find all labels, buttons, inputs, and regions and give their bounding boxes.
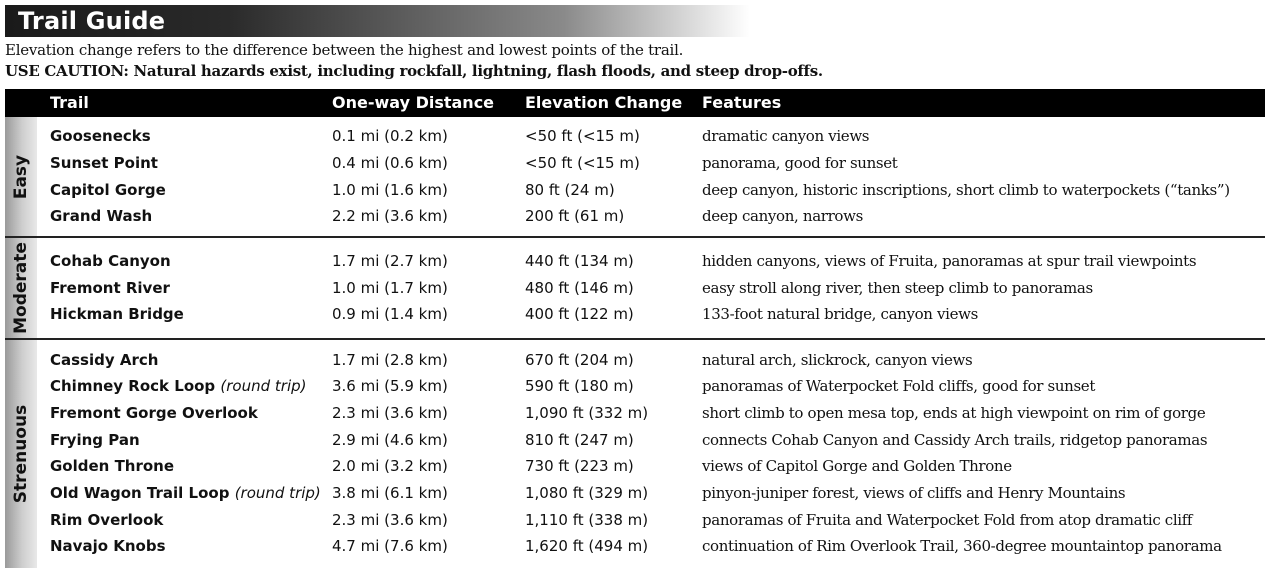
distance-cell: 1.7 mi (2.8 km) xyxy=(332,351,448,369)
trail-name xyxy=(50,125,151,147)
table-row xyxy=(0,375,1277,401)
trail-name xyxy=(50,482,321,504)
features-cell: deep canyon, narrows xyxy=(702,207,863,225)
table-row xyxy=(0,349,1277,375)
table-row xyxy=(0,509,1277,535)
elevation-cell: 1,090 ft (332 m) xyxy=(525,404,649,422)
trail-name-text: Golden Throne xyxy=(50,457,175,475)
elevation-cell: 810 ft (247 m) xyxy=(525,431,634,449)
trail-name-text: Old Wagon Trail Loop xyxy=(50,484,230,502)
trail-name-text: Cassidy Arch xyxy=(50,351,159,369)
distance-cell: 2.2 mi (3.6 km) xyxy=(332,207,448,225)
features-cell: dramatic canyon views xyxy=(702,127,870,145)
trail-name-text: Chimney Rock Loop xyxy=(50,377,216,395)
trail-name xyxy=(50,509,163,531)
trail-name xyxy=(50,205,152,227)
table-row xyxy=(0,402,1277,428)
trail-name-text: Navajo Knobs xyxy=(50,537,166,555)
trail-name-text: Cohab Canyon xyxy=(50,252,171,270)
trail-name xyxy=(50,349,158,371)
table-header xyxy=(5,89,1265,117)
trail-name-text: Hickman Bridge xyxy=(50,305,184,323)
difficulty-label: Strenuous xyxy=(11,404,31,504)
col-header-distance: One-way Distance xyxy=(332,93,495,112)
trail-name xyxy=(50,152,158,174)
distance-cell: 0.9 mi (1.4 km) xyxy=(332,305,448,323)
trail-name-text: Grand Wash xyxy=(50,207,153,225)
features-cell: hidden canyons, views of Fruita, panoramas at spur trail viewpoints xyxy=(702,252,1197,270)
features-cell: panorama, good for sunset xyxy=(702,154,898,172)
table-row xyxy=(0,303,1277,329)
distance-cell: 0.1 mi (0.2 km) xyxy=(332,127,448,145)
trail-name-text: Goosenecks xyxy=(50,127,151,145)
table-row xyxy=(0,152,1277,178)
features-cell: panoramas of Fruita and Waterpocket Fold from atop dramatic cliff xyxy=(702,511,1193,529)
distance-cell: 2.0 mi (3.2 km) xyxy=(332,457,448,475)
trail-name-text: Fremont Gorge Overlook xyxy=(50,404,258,422)
distance-cell: 1.0 mi (1.6 km) xyxy=(332,181,448,199)
distance-cell: 1.7 mi (2.7 km) xyxy=(332,252,448,270)
elevation-cell: 480 ft (146 m) xyxy=(525,279,634,297)
table-row xyxy=(0,250,1277,276)
trail-name xyxy=(50,277,170,299)
trail-name xyxy=(50,535,166,557)
elevation-cell: <50 ft (<15 m) xyxy=(525,154,640,172)
elevation-cell: 80 ft (24 m) xyxy=(525,181,615,199)
col-header-trail: Trail xyxy=(50,93,89,112)
table-row xyxy=(0,277,1277,303)
distance-cell: 2.9 mi (4.6 km) xyxy=(332,431,448,449)
distance-cell: 0.4 mi (0.6 km) xyxy=(332,154,448,172)
features-cell: easy stroll along river, then steep climb to panoramas xyxy=(702,279,1093,297)
trail-name xyxy=(50,179,166,201)
trail-name-text: Sunset Point xyxy=(50,154,158,172)
distance-cell: 2.3 mi (3.6 km) xyxy=(332,404,448,422)
elevation-cell: <50 ft (<15 m) xyxy=(525,127,640,145)
elevation-cell: 1,620 ft (494 m) xyxy=(525,537,649,555)
elevation-cell: 670 ft (204 m) xyxy=(525,351,634,369)
features-cell: natural arch, slickrock, canyon views xyxy=(702,351,973,369)
features-cell: deep canyon, historic inscriptions, short climb to waterpockets (“tanks”) xyxy=(702,181,1230,199)
caution-note: USE CAUTION: Natural hazards exist, including rockfall, lightning, flash floods, and steep drop-offs. xyxy=(5,62,823,80)
difficulty-label: Moderate xyxy=(11,242,31,334)
table-row xyxy=(0,455,1277,481)
trail-name xyxy=(50,455,174,477)
table-row xyxy=(0,482,1277,508)
elevation-cell: 200 ft (61 m) xyxy=(525,207,625,225)
features-cell: views of Capitol Gorge and Golden Throne xyxy=(702,457,1012,475)
distance-cell: 4.7 mi (7.6 km) xyxy=(332,537,448,555)
table-row xyxy=(0,179,1277,205)
elevation-cell: 440 ft (134 m) xyxy=(525,252,634,270)
features-cell: pinyon-juniper forest, views of cliffs and Henry Mountains xyxy=(702,484,1126,502)
elevation-cell: 590 ft (180 m) xyxy=(525,377,634,395)
trail-note: (round trip) xyxy=(220,377,307,395)
distance-cell: 1.0 mi (1.7 km) xyxy=(332,279,448,297)
trail-note: (round trip) xyxy=(234,484,321,502)
trail-name xyxy=(50,429,140,451)
elevation-cell: 1,110 ft (338 m) xyxy=(525,511,649,529)
trail-name xyxy=(50,250,171,272)
trail-name-text: Frying Pan xyxy=(50,431,140,449)
difficulty-label: Easy xyxy=(11,154,31,199)
trail-name xyxy=(50,402,258,424)
elevation-cell: 400 ft (122 m) xyxy=(525,305,634,323)
distance-cell: 3.6 mi (5.9 km) xyxy=(332,377,448,395)
features-cell: short climb to open mesa top, ends at high viewpoint on rim of gorge xyxy=(702,404,1206,422)
distance-cell: 3.8 mi (6.1 km) xyxy=(332,484,448,502)
trail-name xyxy=(50,375,307,397)
features-cell: 133-foot natural bridge, canyon views xyxy=(702,305,978,323)
group-divider xyxy=(5,338,1265,340)
intro-note: Elevation change refers to the difference between the highest and lowest points of the trail. xyxy=(5,41,684,59)
features-cell: continuation of Rim Overlook Trail, 360-degree mountaintop panorama xyxy=(702,537,1222,555)
table-row xyxy=(0,429,1277,455)
distance-cell: 2.3 mi (3.6 km) xyxy=(332,511,448,529)
title-bar xyxy=(5,5,750,37)
col-header-features: Features xyxy=(702,93,782,112)
features-cell: connects Cohab Canyon and Cassidy Arch trails, ridgetop panoramas xyxy=(702,431,1208,449)
table-row xyxy=(0,535,1277,561)
trail-name-text: Capitol Gorge xyxy=(50,181,166,199)
features-cell: panoramas of Waterpocket Fold cliffs, good for sunset xyxy=(702,377,1096,395)
trail-name xyxy=(50,303,184,325)
page-title: Trail Guide xyxy=(18,7,166,35)
group-divider xyxy=(5,236,1265,238)
trail-name-text: Fremont River xyxy=(50,279,170,297)
table-row xyxy=(0,125,1277,151)
trail-name-text: Rim Overlook xyxy=(50,511,164,529)
col-header-elevation: Elevation Change xyxy=(525,93,683,112)
elevation-cell: 730 ft (223 m) xyxy=(525,457,634,475)
table-row xyxy=(0,205,1277,231)
elevation-cell: 1,080 ft (329 m) xyxy=(525,484,649,502)
